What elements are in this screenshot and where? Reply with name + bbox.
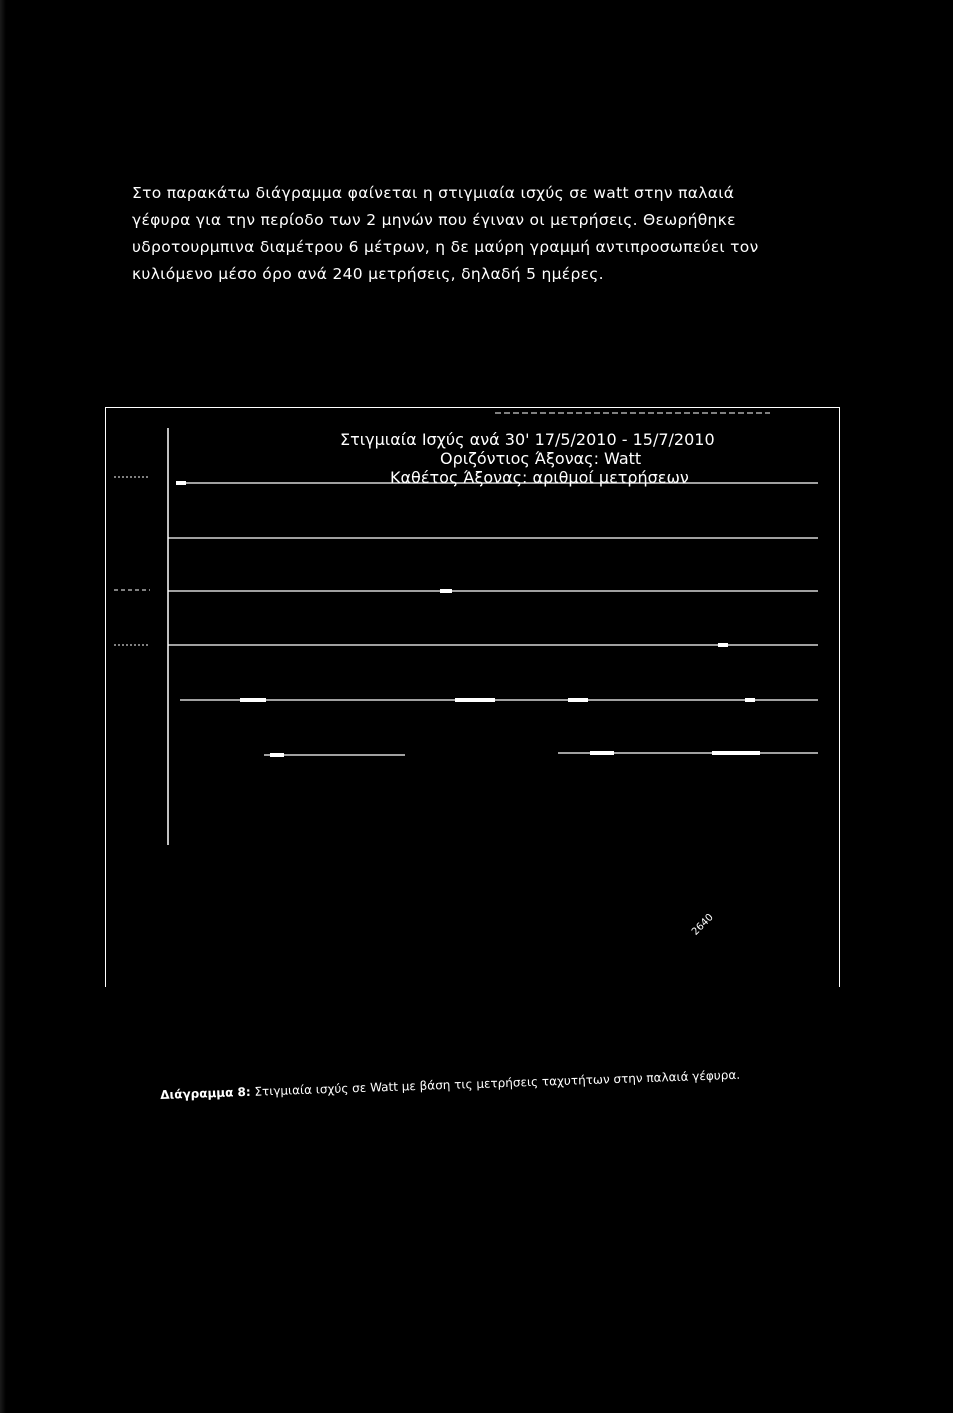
y-axis-label: Καθέτος Άξονας: αριθμοί μετρήσεων [390,468,689,487]
intro-line: Στο παρακάτω διάγραμμα φαίνεται η στιγμιαία ισχύς σε watt στην παλαιά [132,184,735,202]
grid-mark [176,481,186,485]
caption-text: Στιγμιαία ισχύς σε Watt με βάση τις μετρήσεις ταχυτήτων στην παλαιά γέφυρα. [250,1067,741,1099]
grid-mark [240,698,266,702]
x-tick-label: 2640 [690,912,716,938]
chart-title: Στιγμιαία Ισχύς ανά 30' 17/5/2010 - 15/7/2010 [340,430,715,449]
intro-line: υδροτουρμπινα διαμέτρου 6 μέτρων, η δε μαύρη γραμμή αντιπροσωπεύει τον [132,238,759,256]
grid-mark [590,751,614,755]
grid-mark [455,698,495,702]
x-axis-label: Οριζόντιος Άξονας: Watt [440,449,642,468]
grid-mark [270,753,284,757]
grid-mark [440,589,452,593]
chart-title-block [340,430,770,487]
intro-line: κυλιόμενο μέσο όρο ανά 240 μετρήσεις, δηλαδή 5 ημέρες. [132,265,604,283]
grid-mark [745,698,755,702]
caption-label: Διάγραμμα 8: [160,1084,251,1102]
intro-line: γέφυρα για την περίοδο των 2 μηνών που έγιναν οι μετρήσεις. Θεωρήθηκε [132,211,736,229]
grid-mark [568,698,588,702]
grid-mark [712,751,760,755]
grid-mark [718,643,728,647]
